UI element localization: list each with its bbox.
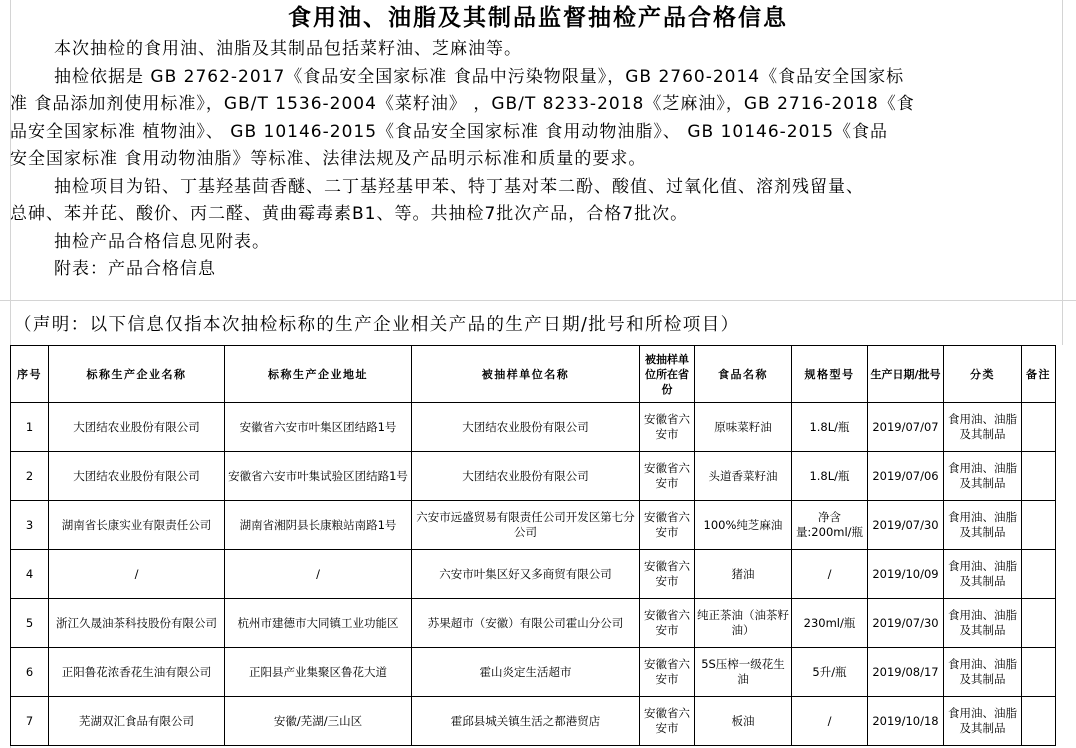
cell-no: 7 bbox=[11, 697, 49, 746]
cell-spec: 230ml/瓶 bbox=[792, 599, 868, 648]
cell-spec: / bbox=[792, 697, 868, 746]
cell-remark bbox=[1022, 501, 1056, 550]
cell-category: 食用油、油脂及其制品 bbox=[944, 501, 1022, 550]
declaration-note: （声明：以下信息仅指本次抽检标称的生产企业相关产品的生产日期/批号和所检项目） bbox=[14, 315, 740, 335]
header-province: 被抽样单位所在省份 bbox=[640, 346, 695, 403]
cell-food-name: 100%纯芝麻油 bbox=[695, 501, 792, 550]
cell-no: 3 bbox=[11, 501, 49, 550]
table-row bbox=[11, 501, 1056, 550]
grid-line bbox=[1062, 0, 1063, 345]
cell-province: 安徽省六安市 bbox=[640, 452, 695, 501]
cell-category: 食用油、油脂及其制品 bbox=[944, 403, 1022, 452]
header-sampled-unit: 被抽样单位名称 bbox=[412, 346, 640, 403]
cell-remark bbox=[1022, 697, 1056, 746]
cell-maker: 芜湖双汇食品有限公司 bbox=[49, 697, 225, 746]
cell-maker: 湖南省长康实业有限责任公司 bbox=[49, 501, 225, 550]
cell-no: 6 bbox=[11, 648, 49, 697]
cell-address: 湖南省湘阴县长康粮站南路1号 bbox=[225, 501, 412, 550]
intro-paragraph-2: 抽检依据是 GB 2762-2017《食品安全国家标准 食品中污染物限量》，GB 2760-2014《食品安全国家标 准 食品添加剂使用标准》，GB/T 1536-2004《菜籽油》 ，GB/T 8233-2018《芝麻油》，GB 2716-2018《食 品安全国家标准 植物油》、 GB 10146-2015《食品安全国家标准 食用动物油脂》、 GB 10146-2015《食品 安全国家标准 食用动物油脂》等标准、法律法规及产品明示标准和质量的要求。 bbox=[10, 66, 915, 169]
header-food-name: 食品名称 bbox=[695, 346, 792, 403]
cell-spec: / bbox=[792, 550, 868, 599]
cell-spec: 1.8L/瓶 bbox=[792, 452, 868, 501]
table-row bbox=[11, 452, 1056, 501]
table-row bbox=[11, 697, 1056, 746]
header-date: 生产日期/批号 bbox=[868, 346, 944, 403]
cell-sampled-unit: 大团结农业股份有限公司 bbox=[412, 403, 640, 452]
table-row bbox=[11, 599, 1056, 648]
cell-remark bbox=[1022, 648, 1056, 697]
cell-province: 安徽省六安市 bbox=[640, 648, 695, 697]
cell-maker: 大团结农业股份有限公司 bbox=[49, 452, 225, 501]
cell-food-name: 头道香菜籽油 bbox=[695, 452, 792, 501]
cell-maker: 浙江久晟油茶科技股份有限公司 bbox=[49, 599, 225, 648]
cell-food-name: 纯正茶油（油茶籽油） bbox=[695, 599, 792, 648]
table-header-row bbox=[11, 346, 1056, 403]
intro-paragraph-5: 附表：产品合格信息 bbox=[54, 259, 216, 279]
cell-address: 正阳县产业集聚区鲁花大道 bbox=[225, 648, 412, 697]
intro-paragraph-4: 抽检产品合格信息见附表。 bbox=[54, 231, 270, 252]
cell-remark bbox=[1022, 550, 1056, 599]
cell-remark bbox=[1022, 403, 1056, 452]
cell-province: 安徽省六安市 bbox=[640, 599, 695, 648]
cell-spec: 5升/瓶 bbox=[792, 648, 868, 697]
cell-province: 安徽省六安市 bbox=[640, 403, 695, 452]
cell-date: 2019/10/09 bbox=[868, 550, 944, 599]
cell-category: 食用油、油脂及其制品 bbox=[944, 599, 1022, 648]
intro-paragraph-3: 抽检项目为铅、丁基羟基茴香醚、二丁基羟基甲苯、特丁基对苯二酚、酸值、过氧化值、溶剂残留量、 总砷、苯并芘、酸价、丙二醛、黄曲霉毒素B1、等。共抽检7批次产品，合格7批次。 bbox=[10, 176, 864, 224]
cell-remark bbox=[1022, 599, 1056, 648]
cell-category: 食用油、油脂及其制品 bbox=[944, 697, 1022, 746]
cell-maker: 大团结农业股份有限公司 bbox=[49, 403, 225, 452]
cell-category: 食用油、油脂及其制品 bbox=[944, 452, 1022, 501]
cell-maker: 正阳鲁花浓香花生油有限公司 bbox=[49, 648, 225, 697]
table-row bbox=[11, 648, 1056, 697]
cell-sampled-unit: 苏果超市（安徽）有限公司霍山分公司 bbox=[412, 599, 640, 648]
cell-food-name: 原味菜籽油 bbox=[695, 403, 792, 452]
cell-maker: / bbox=[49, 550, 225, 599]
cell-no: 2 bbox=[11, 452, 49, 501]
cell-no: 5 bbox=[11, 599, 49, 648]
header-maker: 标称生产企业名称 bbox=[49, 346, 225, 403]
cell-date: 2019/08/17 bbox=[868, 648, 944, 697]
cell-category: 食用油、油脂及其制品 bbox=[944, 648, 1022, 697]
cell-spec: 净含量:200ml/瓶 bbox=[792, 501, 868, 550]
cell-address: / bbox=[225, 550, 412, 599]
cell-spec: 1.8L/瓶 bbox=[792, 403, 868, 452]
cell-date: 2019/07/30 bbox=[868, 599, 944, 648]
cell-address: 杭州市建德市大同镇工业功能区 bbox=[225, 599, 412, 648]
page-title: 食用油、油脂及其制品监督抽检产品合格信息 bbox=[288, 5, 788, 31]
cell-province: 安徽省六安市 bbox=[640, 697, 695, 746]
header-address: 标称生产企业地址 bbox=[225, 346, 412, 403]
cell-province: 安徽省六安市 bbox=[640, 550, 695, 599]
intro-paragraph-1: 本次抽检的食用油、油脂及其制品包括菜籽油、芝麻油等。 bbox=[54, 39, 522, 59]
header-category: 分类 bbox=[944, 346, 1022, 403]
cell-date: 2019/07/07 bbox=[868, 403, 944, 452]
cell-food-name: 板油 bbox=[695, 697, 792, 746]
cell-sampled-unit: 六安市叶集区好又多商贸有限公司 bbox=[412, 550, 640, 599]
header-no: 序号 bbox=[11, 346, 49, 403]
cell-food-name: 5S压榨一级花生油 bbox=[695, 648, 792, 697]
cell-no: 4 bbox=[11, 550, 49, 599]
table-row bbox=[11, 403, 1056, 452]
cell-category: 食用油、油脂及其制品 bbox=[944, 550, 1022, 599]
cell-date: 2019/10/18 bbox=[868, 697, 944, 746]
cell-remark bbox=[1022, 452, 1056, 501]
cell-address: 安徽省六安市叶集区团结路1号 bbox=[225, 403, 412, 452]
header-remark: 备注 bbox=[1022, 346, 1056, 403]
cell-province: 安徽省六安市 bbox=[640, 501, 695, 550]
qualified-products-table bbox=[10, 345, 1056, 746]
cell-food-name: 猪油 bbox=[695, 550, 792, 599]
cell-no: 1 bbox=[11, 403, 49, 452]
cell-sampled-unit: 霍邱县城关镇生活之都港贸店 bbox=[412, 697, 640, 746]
cell-date: 2019/07/06 bbox=[868, 452, 944, 501]
cell-sampled-unit: 大团结农业股份有限公司 bbox=[412, 452, 640, 501]
cell-sampled-unit: 六安市远盛贸易有限责任公司开发区第七分公司 bbox=[412, 501, 640, 550]
cell-sampled-unit: 霍山炎定生活超市 bbox=[412, 648, 640, 697]
cell-address: 安徽省六安市叶集试验区团结路1号 bbox=[225, 452, 412, 501]
header-spec: 规格型号 bbox=[792, 346, 868, 403]
grid-line bbox=[0, 300, 1076, 301]
table-row bbox=[11, 550, 1056, 599]
cell-address: 安徽/芜湖/三山区 bbox=[225, 697, 412, 746]
cell-date: 2019/07/30 bbox=[868, 501, 944, 550]
